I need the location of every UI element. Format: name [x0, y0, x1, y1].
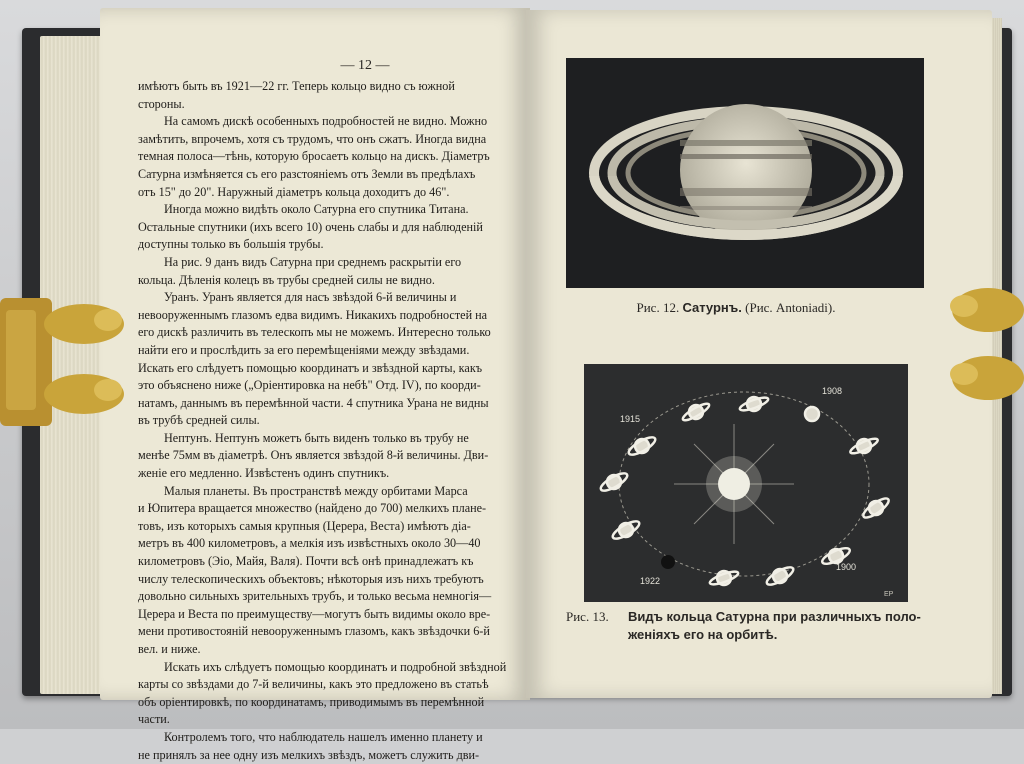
saturn-orbit-illustration — [584, 364, 908, 602]
saturn-illustration — [566, 58, 924, 288]
text-line: женіе его медленно. Извѣстенъ одинъ спутникъ. — [138, 466, 390, 481]
figure-13-title-line2: женіяхъ его на орбитѣ. — [628, 627, 778, 642]
text-line: метръ въ 400 километровъ, а мелкія изъ извѣстныхъ около 30—40 — [138, 536, 481, 551]
text-line: На самомъ дискѣ особенныхъ подробностей не видно. Можно — [164, 114, 488, 129]
text-line: объ оріентировкѣ, по координатамъ, приводимымъ въ перемѣнной — [138, 694, 485, 709]
text-line: товъ, изъ которыхъ самыя крупныя (Церера, Веста) имѣютъ діа- — [138, 518, 471, 533]
text-line: кольца. Дѣленія колецъ въ трубы средней силы не видно. — [138, 272, 435, 287]
text-line: километровъ (Эіо, Майя, Валя). Почти всѣ онѣ принадлежатъ къ — [138, 554, 474, 569]
text-line: На рис. 9 данъ видъ Сатурна при среднемъ раскрытіи его — [164, 254, 462, 269]
page-number: — 12 — — [340, 58, 390, 73]
text-line: Церера и Веста по преимуществу—могутъ быть видимы около вре- — [138, 606, 491, 621]
text-line: имѣютъ быть въ 1921—22 гг. Теперь кольцо видно съ южной — [138, 79, 455, 93]
text-line: части. — [138, 712, 170, 727]
figure-13-caption — [566, 608, 966, 644]
text-line: Уранъ. Уранъ является для насъ звѣздой 6-й величины и — [164, 290, 457, 305]
year-label-1915: 1915 — [620, 414, 641, 424]
text-line: замѣтить, впрочемъ, хотя съ трудомъ, что онъ сжатъ. Иногда видна — [138, 131, 487, 146]
text-line: карты со звѣздами до 7-й величины, какъ это предложено въ статьѣ — [138, 677, 489, 692]
text-line: Сатурна измѣняется съ его разстояніемъ отъ Земли въ предѣлахъ — [138, 166, 476, 181]
text-line: мени противостояній невооруженнымъ глазомъ, какъ звѣздочки 6-й — [138, 624, 490, 639]
text-line: Искать ихъ слѣдуетъ помощью координатъ и подробной звѣздной — [164, 659, 507, 674]
right-page — [526, 10, 992, 698]
figure-12-caption — [566, 300, 906, 316]
left-brass-holder — [0, 290, 130, 440]
figure-12-number: Рис. 12. — [636, 300, 680, 315]
text-line: въ трубѣ средней силы. — [138, 413, 260, 428]
text-line: Остальные спутники (ихъ всего 10) очень слабы и для наблюденій — [138, 219, 483, 234]
figure-12-title: Сатурнъ. — [682, 300, 742, 315]
year-label-1900: 1900 — [836, 562, 857, 572]
figure-12-credit: (Рис. Antoniadi). — [745, 300, 836, 315]
text-line: темная полоса—тѣнь, которую бросаетъ кольцо на дискъ. Діаметръ — [138, 149, 490, 164]
year-label-1908: 1908 — [822, 386, 843, 396]
figure-13-number: Рис. 13. — [566, 609, 609, 624]
figure-13-title-line1: Видъ кольца Сатурна при различныхъ поло- — [628, 609, 921, 624]
right-brass-holder — [944, 280, 1024, 410]
text-line: Иногда можно видѣть около Сатурна его спутника Титана. — [164, 202, 469, 217]
text-line: невооруженнымъ глазомъ едва видимъ. Никакихъ подробностей на — [138, 307, 488, 322]
text-line: менѣе 75мм въ діаметрѣ. Онъ является звѣздой 8-й величины. Дви- — [138, 448, 489, 463]
text-line: Нептунъ. Нептунъ можетъ быть виденъ только въ трубу не — [164, 430, 469, 445]
year-label-1922: 1922 — [640, 576, 661, 586]
text-line: и Юпитера вращается множество (найдено до 700) мелкихъ плане- — [138, 501, 487, 516]
saturn-drawing — [566, 58, 924, 288]
text-line: его дискѣ различить въ телескопъ мы не можемъ. Интересно только — [138, 325, 491, 340]
left-page-text — [138, 78, 530, 764]
text-line: числу телескопическихъ объектовъ; нѣкоторыя изъ нихъ требуютъ — [138, 571, 484, 586]
text-line: Контролемъ того, что наблюдатель нашелъ именно планету и — [164, 729, 483, 744]
engraver-mark: ЕР — [884, 591, 894, 598]
text-line: стороны. — [138, 96, 185, 111]
left-page — [100, 8, 530, 762]
text-line: Искать его слѣдуетъ помощью координатъ и звѣздной карты, какъ — [138, 360, 483, 375]
text-line: вел. и ниже. — [138, 642, 201, 656]
text-line: доступны только въ большія трубы. — [138, 237, 324, 252]
text-line: натамъ, даннымъ въ перемѣнной части. 4 спутника Урана не видны — [138, 395, 489, 410]
text-line: не принялъ за нее одну изъ мелкихъ звѣздъ, можетъ служить дви- — [138, 747, 480, 762]
text-line: это объяснено ниже („Оріентировка на небѣ" Отд. IV), по коорди- — [138, 378, 481, 393]
text-line: отъ 15" до 20". Наружный діаметръ кольца доходитъ до 46". — [138, 184, 450, 199]
text-line: Малыя планеты. Въ пространствѣ между орбитами Марса — [164, 483, 468, 498]
text-line: найти его и прослѣдить за его перемѣщеніями между звѣздами. — [138, 342, 470, 357]
orbit-drawing — [584, 364, 908, 602]
text-line: довольно сильныхъ зрительныхъ трубъ, и только весьма немногія— — [138, 589, 492, 604]
